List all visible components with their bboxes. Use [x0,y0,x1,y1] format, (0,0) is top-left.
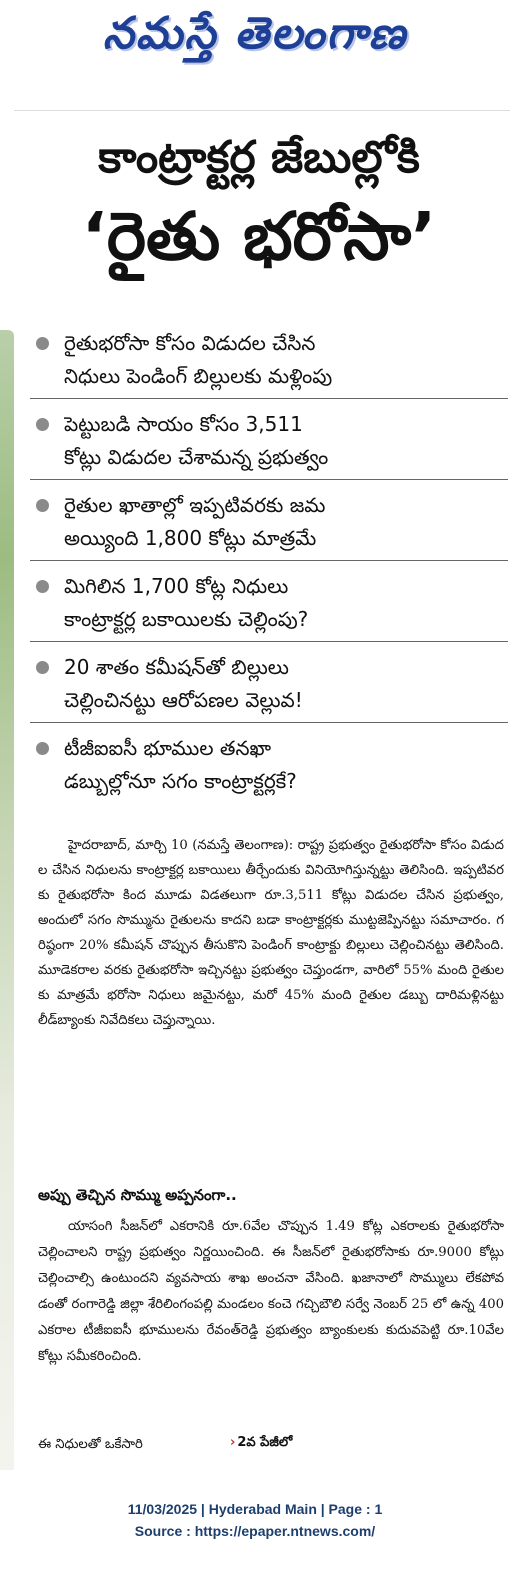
headline [20,125,498,283]
article-subheading: అప్పు తెచ్చిన సొమ్ము అప్పనంగా.. [38,1186,237,1204]
masthead [0,0,510,78]
continued-label: 2వ పేజీలో [237,1435,293,1450]
masthead-divider [14,110,510,111]
bullet-item [30,568,508,642]
bullet-dot-icon [36,499,49,512]
headline-line-1: కాంట్రాక్టర్ల జేబుల్లోకి [98,132,420,183]
footer [0,1498,510,1542]
bullet-line: రైతుల ఖాతాల్లో ఇప్పటివరకు జమ [64,493,326,517]
chevron-right-icon: › [230,1435,236,1450]
bullet-item [30,406,508,480]
bullet-line: చెల్లించినట్టు ఆరోపణల వెల్లువ! [64,688,303,712]
article-last-line: ఈ నిధులతో ఒకేసారి [38,1437,143,1452]
bullet-dot-icon [36,337,49,350]
bullet-line: అయ్యింది 1,800 కోట్లు మాత్రమే [64,526,317,550]
bullet-item [30,325,508,399]
bullet-item [30,649,508,723]
bullet-item [30,487,508,561]
bullet-line: 20 శాతం కమీషన్‌తో బిల్లులు [64,655,289,679]
bullet-line: డబ్బుల్లోనూ సగం కాంట్రాక్టర్లకే? [64,769,297,793]
article-paragraph: హైదరాబాద్, మార్చి 10 (నమస్తే తెలంగాణ): రాష్ట్ర ప్రభుత్వం రైతుభరోసా కోసం విడుదల చేసిన నిధులను కాంట్రాక్టర్ల బకాయిలు తీర్చేందుకు వినియోగిస్తున్నట్టు తెలిసింది. ఇప్పటివరకు రైతుభరోసా కింద మూడు విడతలుగా రూ.3,511 కోట్లు విడుదల చేసిన ప్రభుత్వం, అందులో సగం సొమ్మును రైతులను కాదని బడా కాంట్రాక్టర్లకు ముట్టజెప్పినట్టు సమాచారం. గరిష్ఠంగా 20% కమీషన్ చొప్పున తీసుకొని పెండింగ్ కాంట్రాక్టు బిల్లులు చెల్లించినట్టు తెలిసింది. మూడెకరాల వరకు రైతుభరోసా ఇచ్చినట్టు ప్రభుత్వం చెప్తుండగా, వారిలో 55% మంది రైతులకు మాత్రమే భరోసా నిధులు జమైనట్టు, మరో 45% మంది రైతుల డబ్బు దారిమళ్లినట్టు లీడ్‌బ్యాంకు నివేదికలు చెప్తున్నాయి. [38,838,504,1028]
footer-source-link[interactable]: Source : https://epaper.ntnews.com/ [134,1523,376,1539]
article-paragraph: యాసంగి సీజన్‌లో ఎకరానికి రూ.6వేల చొప్పున 1.49 కోట్ల ఎకరాలకు రైతుభరోసా చెల్లించాలని రాష్ట్ర ప్రభుత్వం నిర్ణయించింది. ఈ సీజన్‌లో రైతుభరోసాకు రూ.9000 కోట్లు చెల్లించాల్సి ఉంటుందని వ్యవసాయ శాఖ అంచనా వేసింది. ఖజానాలో సొమ్ములు లేకపోవడంతో రంగారెడ్డి జిల్లా శేరిలింగంపల్లి మండలం కంచె గచ్చిబౌలి సర్వే నెంబర్ 25 లో ఉన్న 400 ఎకరాల టీజీఐఐసీ భూములను రేవంత్‌రెడ్డి ప్రభుత్వం బ్యాంకులకు కుదువపెట్టి రూ.10వేల కోట్లు సమీకరించింది. [38,1219,504,1364]
bullet-line: పెట్టుబడి సాయం కోసం 3,511 [64,412,303,436]
bullet-line: టీజీఐఐసీ భూముల తనఖా [64,736,272,760]
bullet-list [30,325,508,821]
footer-date-edition: 11/03/2025 | Hyderabad Main | Page : 1 [127,1501,383,1517]
bullet-dot-icon [36,418,49,431]
field-photo-strip [0,330,14,1470]
bullet-line: కోట్లు విడుదల చేశామన్న ప్రభుత్వం [64,445,329,469]
bullet-line: కాంట్రాక్టర్ల బకాయిలకు చెల్లింపు? [64,607,309,631]
bullet-dot-icon [36,661,49,674]
masthead-title: నమస్తే తెలంగాణ [102,8,408,59]
bullet-line: నిధులు పెండింగ్ బిల్లులకు మళ్లింపు [64,364,333,388]
bullet-line: రైతుభరోసా కోసం విడుదల చేసిన [64,331,316,355]
bullet-item [30,730,508,814]
bullet-line: మిగిలిన 1,700 కోట్ల నిధులు [64,574,289,598]
bullet-dot-icon [36,742,49,755]
continued-link[interactable] [230,1435,292,1453]
bullet-dot-icon [36,580,49,593]
headline-line-2: ‘రైతు భరోసా’ [81,198,437,275]
